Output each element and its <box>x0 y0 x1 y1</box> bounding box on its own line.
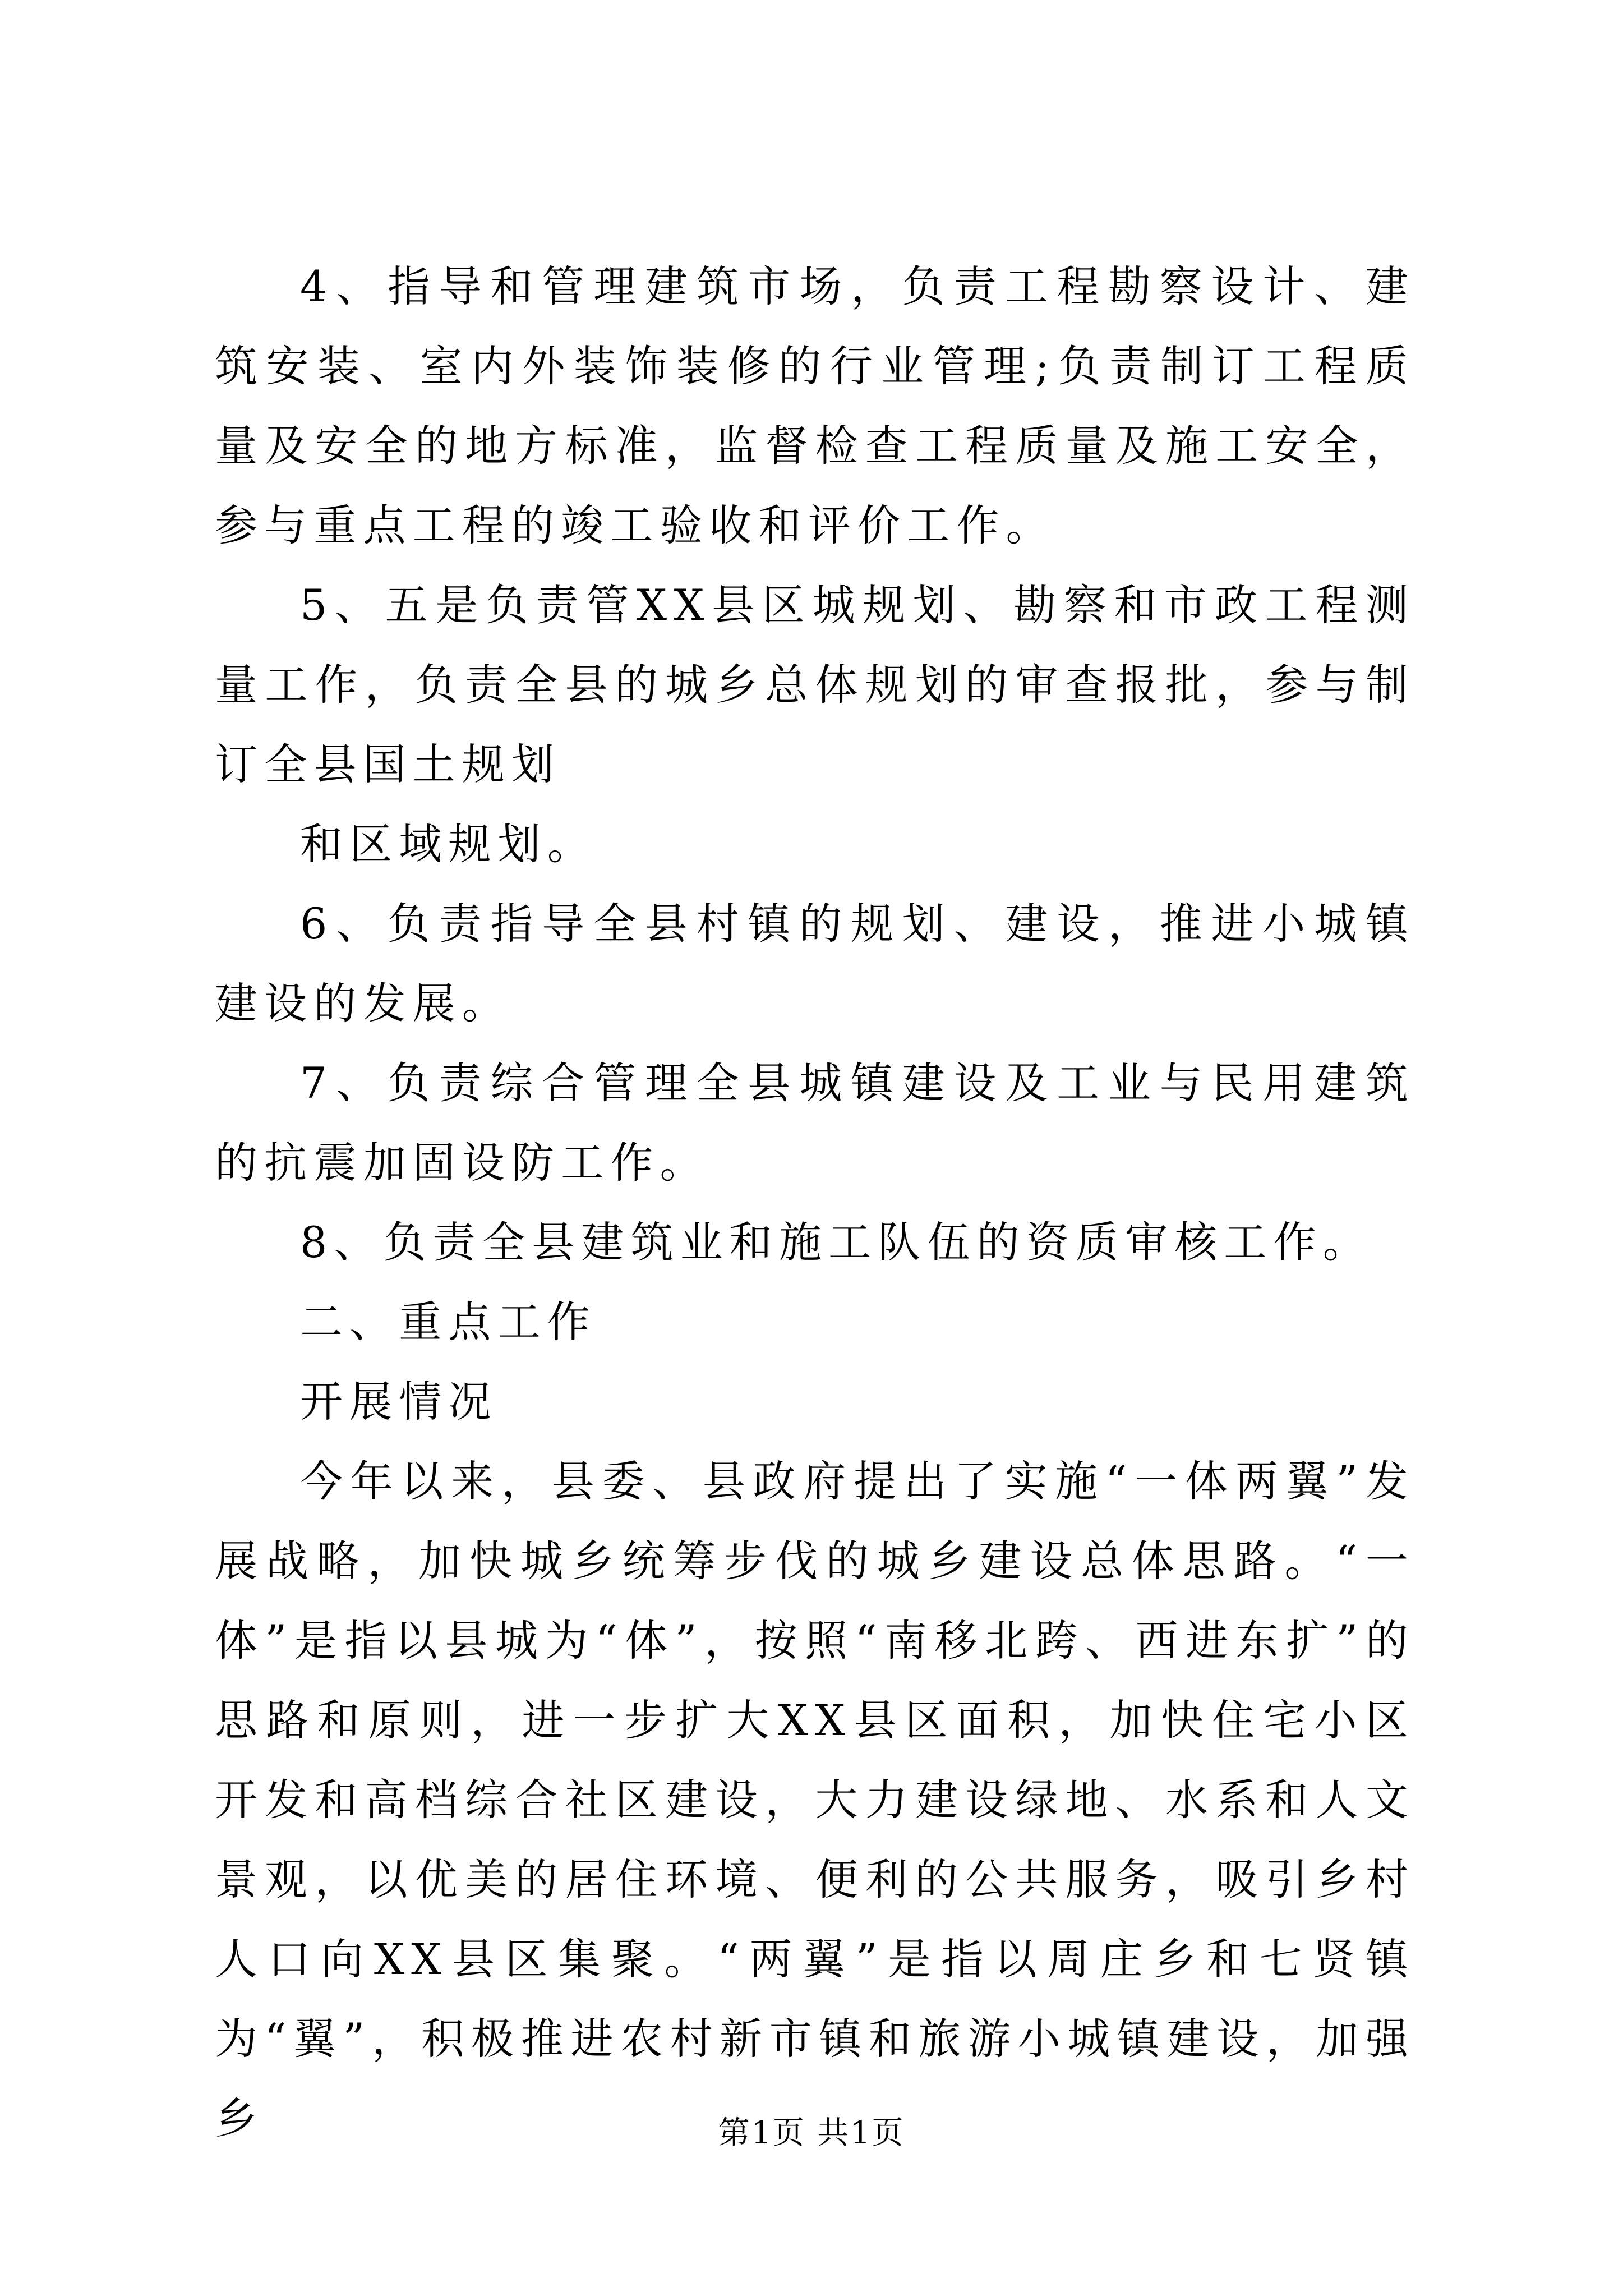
paragraph-item-8: 8、负责全县建筑业和施工队伍的资质审核工作。 <box>300 1217 1372 1267</box>
paragraph-item-6: 6、负责指导全县村镇的规划、建设，推进小城镇建设的发展。 <box>215 899 1415 1028</box>
paragraph-item-5-continuation: 和区域规划。 <box>300 819 597 869</box>
page-footer: 第1页 共1页 <box>718 2115 905 2151</box>
document-body <box>215 247 1415 2159</box>
paragraph-strategy: 今年以来，县委、县政府提出了实施“一体两翼”发展战略，加快城乡统筹步伐的城乡建设总体思路。“一体”是指以县城为“体”，按照“南移北跨、西进东扩”的思路和原则，进一步扩大XX县区面积，加快住宅小区开发和高档综合社区建设，大力建设绿地、水系和人文景观，以优美的居住环境、便利的公共服务，吸引乡村人口向XX县区集聚。“两翼”是指以周庄乡和七贤镇为“翼”，积极推进农村新市镇和旅游小城镇建设，加强乡 <box>215 1456 1415 2143</box>
section-heading-key-work: 二、重点工作 <box>300 1297 597 1347</box>
subheading-progress: 开展情况 <box>300 1377 498 1427</box>
paragraph-item-5: 5、五是负责管XX县区城规划、勘察和市政工程测量工作，负责全县的城乡总体规划的审查报批，参与制订全县国土规划 <box>215 580 1415 789</box>
paragraph-item-7: 7、负责综合管理全县城镇建设及工业与民用建筑的抗震加固设防工作。 <box>215 1058 1415 1188</box>
paragraph-item-4: 4、指导和管理建筑市场，负责工程勘察设计、建筑安装、室内外装饰装修的行业管理;负责制订工程质量及安全的地方标准，监督检查工程质量及施工安全，参与重点工程的竣工验收和评价工作。 <box>215 261 1415 550</box>
